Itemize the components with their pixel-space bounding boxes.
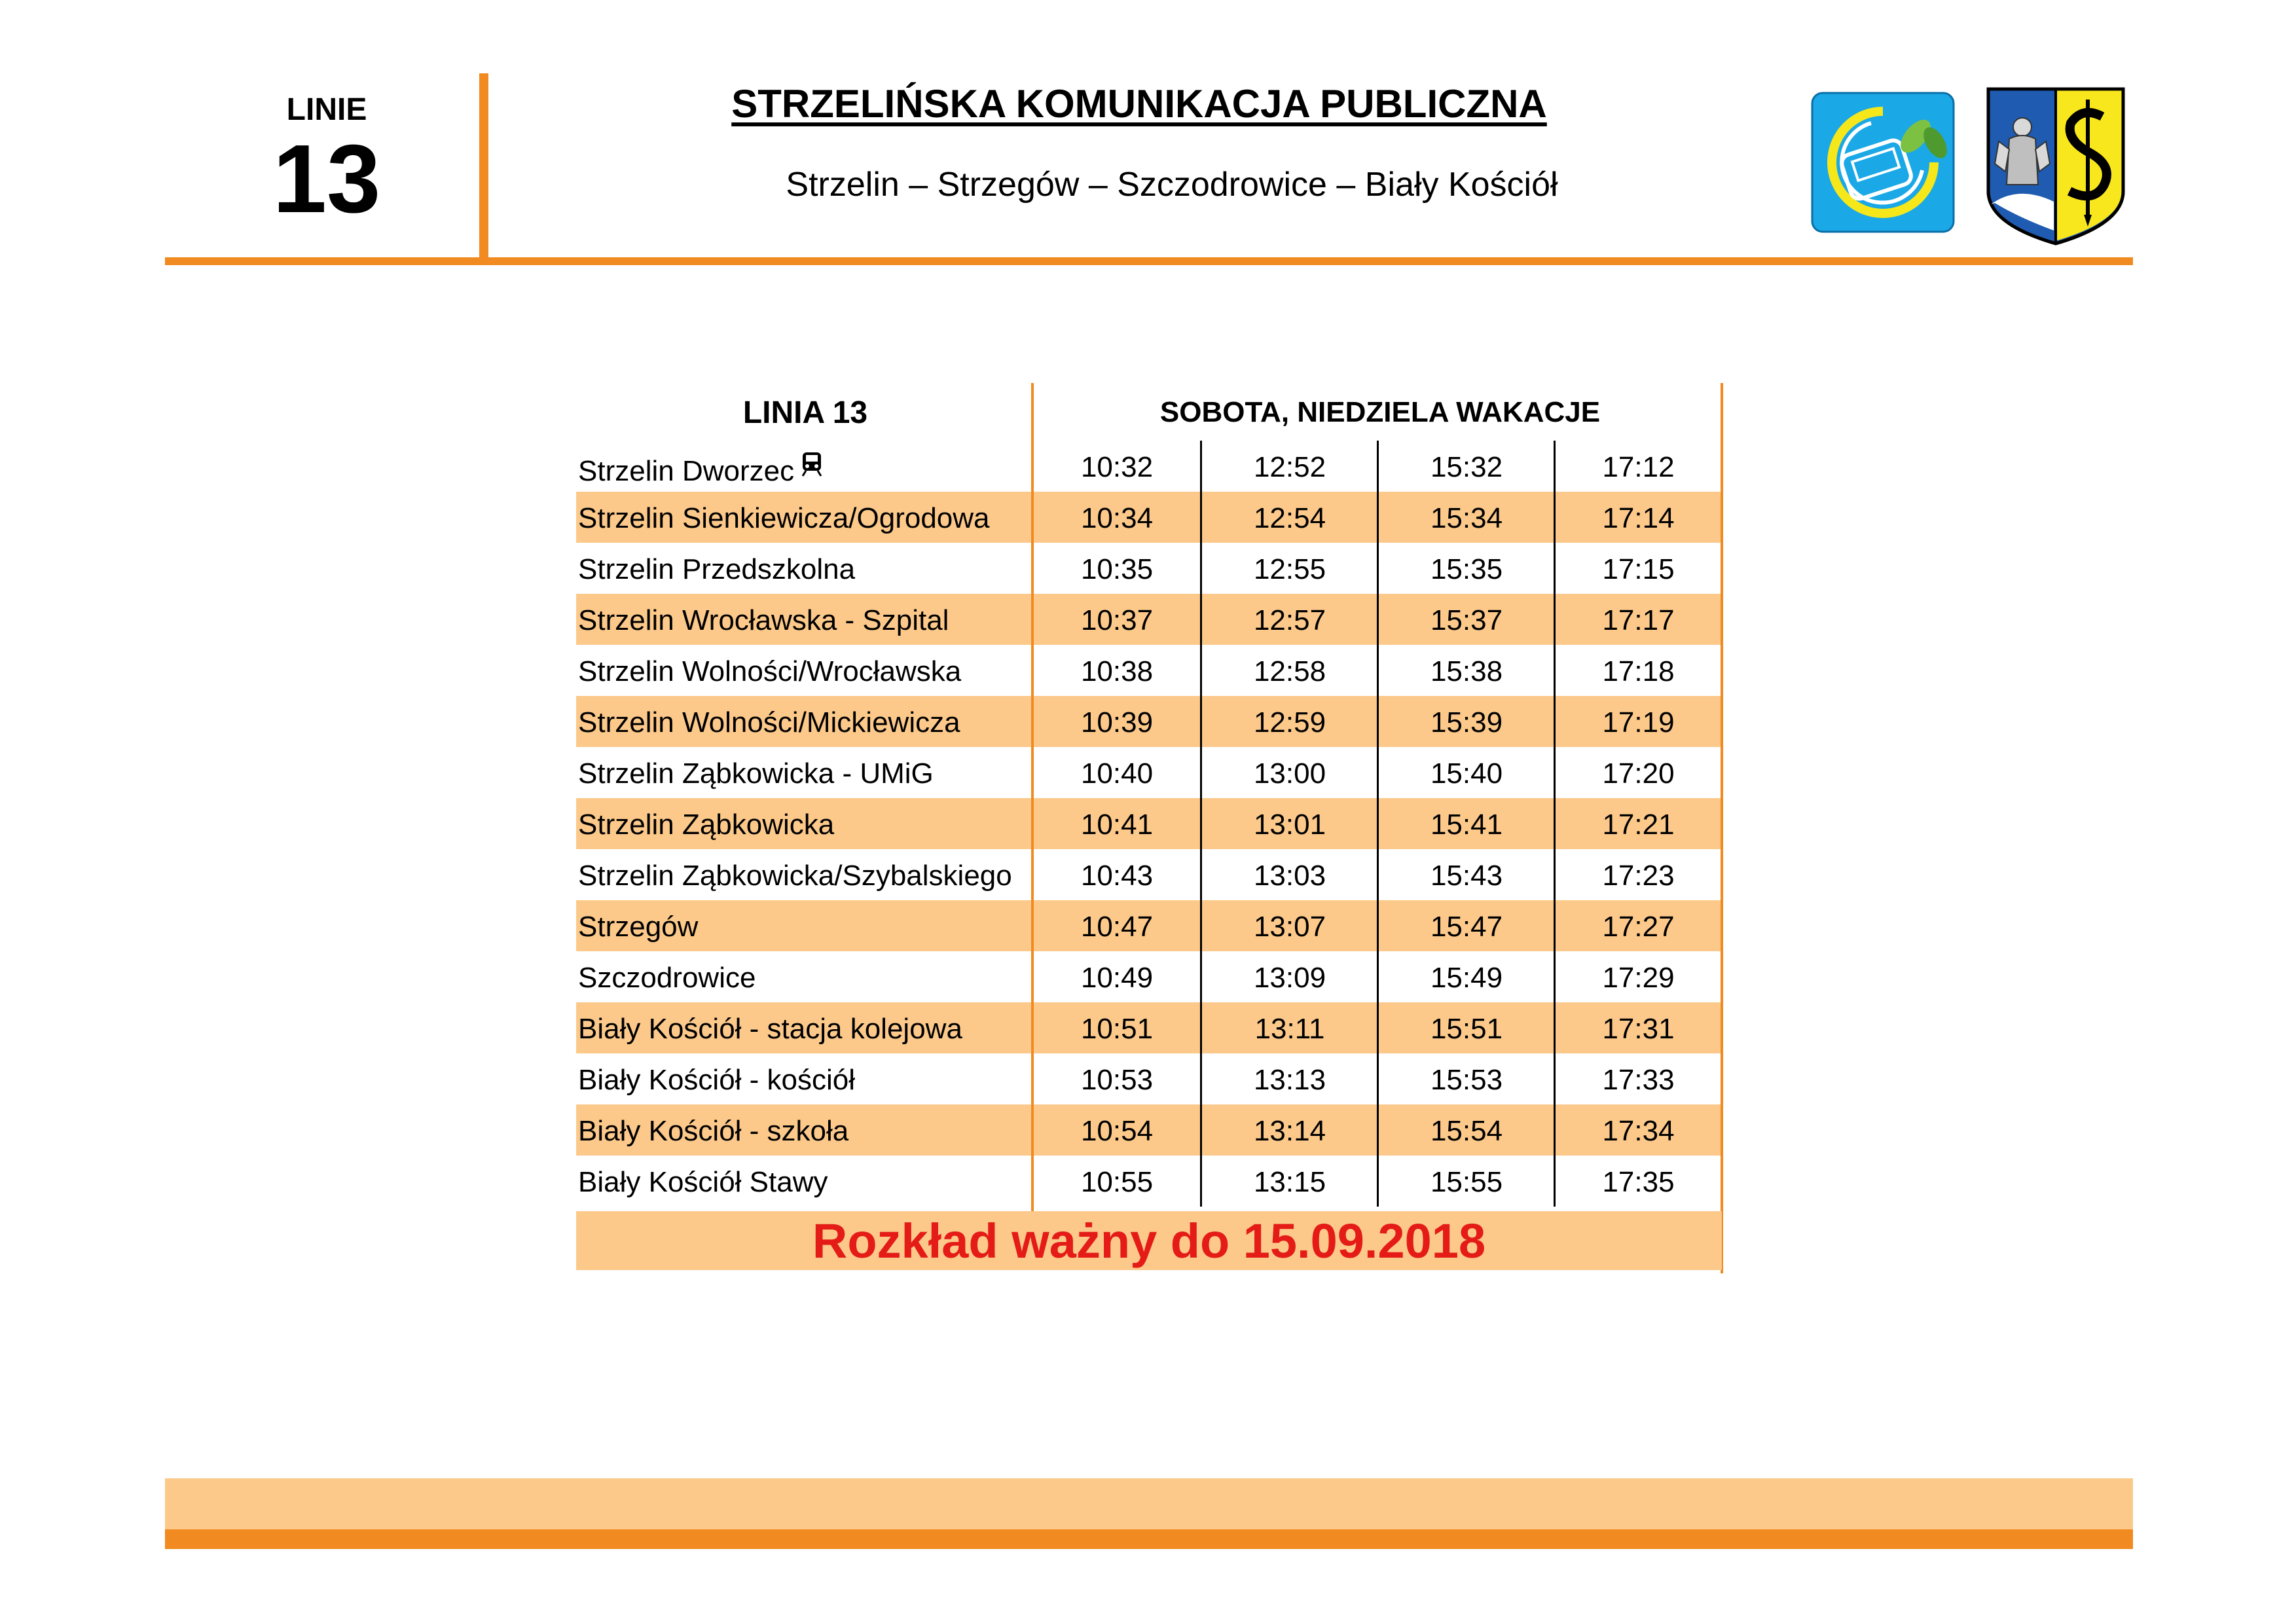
table-row xyxy=(576,594,1722,645)
bus-logo xyxy=(1811,92,1955,233)
table-row xyxy=(576,696,1722,747)
stop-name xyxy=(578,696,960,747)
column-divider xyxy=(1200,492,1202,543)
column-divider xyxy=(1377,951,1379,1002)
stop-name xyxy=(578,900,698,951)
departure-time: 15:55 xyxy=(1430,1166,1503,1198)
departure-time: 13:14 xyxy=(1253,1115,1326,1147)
table-row xyxy=(576,1002,1722,1053)
column-divider xyxy=(1554,696,1556,747)
departure-time: 10:35 xyxy=(1080,553,1154,585)
column-divider xyxy=(1554,492,1556,543)
table-row xyxy=(576,543,1722,594)
departure-time: 13:11 xyxy=(1254,1013,1325,1045)
departure-time: 10:47 xyxy=(1080,911,1154,943)
departure-time: 15:37 xyxy=(1430,604,1503,636)
departure-time: 10:43 xyxy=(1080,860,1154,892)
table-row xyxy=(576,747,1722,798)
departure-time: 15:40 xyxy=(1430,757,1503,790)
stop-name xyxy=(578,849,1012,900)
stop-name-text: Szczodrowice xyxy=(578,962,756,994)
coat-of-arms xyxy=(1986,86,2126,246)
departure-time: 17:14 xyxy=(1602,502,1675,534)
table-row xyxy=(576,1156,1722,1207)
stop-name xyxy=(578,951,756,1002)
table-divider-main xyxy=(1031,383,1034,1234)
table-row xyxy=(576,951,1722,1002)
departure-time: 10:37 xyxy=(1080,604,1154,636)
departure-time: 13:03 xyxy=(1253,860,1326,892)
train-icon xyxy=(801,441,823,465)
departure-time: 17:23 xyxy=(1602,860,1675,892)
departure-time: 17:21 xyxy=(1602,809,1675,841)
departure-time: 17:15 xyxy=(1602,553,1675,585)
stop-name-text: Strzegów xyxy=(578,911,699,943)
departure-time: 15:47 xyxy=(1430,911,1503,943)
column-divider xyxy=(1554,900,1556,951)
column-divider xyxy=(1377,849,1379,900)
line-label: LINIE xyxy=(286,92,367,127)
departure-time: 17:34 xyxy=(1602,1115,1675,1147)
stop-name-text: Strzelin Wolności/Mickiewicza xyxy=(578,706,960,739)
column-divider xyxy=(1554,1156,1556,1207)
table-header-route: LINIA 13 xyxy=(742,395,868,430)
departure-time: 15:51 xyxy=(1430,1013,1503,1045)
column-divider xyxy=(1200,951,1202,1002)
stop-name xyxy=(578,543,855,594)
departure-time: 13:15 xyxy=(1253,1166,1326,1198)
stop-name-text: Biały Kościół - szkoła xyxy=(578,1115,849,1147)
stop-name-text: Strzelin Wrocławska - Szpital xyxy=(578,604,949,636)
departure-time: 10:38 xyxy=(1080,655,1154,687)
column-divider xyxy=(1554,849,1556,900)
stop-name xyxy=(578,747,934,798)
column-divider xyxy=(1554,594,1556,645)
stop-name-text: Strzelin Sienkiewicza/Ogrodowa xyxy=(578,502,990,534)
column-divider xyxy=(1200,900,1202,951)
stop-name-text: Strzelin Ząbkowicka - UMiG xyxy=(578,757,934,790)
departure-time: 12:54 xyxy=(1253,502,1326,534)
footer-bar xyxy=(165,1529,2133,1549)
column-divider xyxy=(1200,594,1202,645)
departure-time: 15:43 xyxy=(1430,860,1503,892)
stop-name xyxy=(578,1104,848,1156)
page-title: STRZELIŃSKA KOMUNIKACJA PUBLICZNA xyxy=(731,82,1547,126)
departure-time: 10:41 xyxy=(1080,809,1154,841)
departure-time: 17:18 xyxy=(1602,655,1675,687)
column-divider xyxy=(1377,1002,1379,1053)
column-divider xyxy=(1200,543,1202,594)
column-divider xyxy=(1200,696,1202,747)
departure-time: 17:20 xyxy=(1602,757,1675,790)
departure-time: 15:53 xyxy=(1430,1064,1503,1096)
stop-name-text: Strzelin Ząbkowicka xyxy=(578,809,835,841)
column-divider xyxy=(1554,1053,1556,1104)
line-number: 13 xyxy=(272,125,381,233)
stop-name xyxy=(578,492,990,543)
table-row xyxy=(576,441,1722,492)
departure-time: 13:00 xyxy=(1253,757,1326,790)
departure-time: 10:51 xyxy=(1080,1013,1154,1045)
header-divider-horizontal xyxy=(165,257,2133,265)
departure-time: 10:53 xyxy=(1080,1064,1154,1096)
stop-name xyxy=(578,1053,855,1104)
column-divider xyxy=(1377,1104,1379,1156)
table-row xyxy=(576,798,1722,849)
departure-time: 10:32 xyxy=(1080,451,1154,483)
column-divider xyxy=(1200,1002,1202,1053)
departure-time: 17:17 xyxy=(1602,604,1675,636)
column-divider xyxy=(1377,1156,1379,1207)
column-divider xyxy=(1554,441,1556,492)
column-divider xyxy=(1377,645,1379,696)
stop-name-text: Strzelin Przedszkolna xyxy=(578,553,856,585)
column-divider xyxy=(1554,951,1556,1002)
column-divider xyxy=(1377,492,1379,543)
column-divider xyxy=(1200,1053,1202,1104)
column-divider xyxy=(1554,543,1556,594)
departure-time: 10:40 xyxy=(1080,757,1154,790)
column-divider xyxy=(1554,1104,1556,1156)
departure-time: 17:27 xyxy=(1602,911,1675,943)
stop-name-text: Strzelin Ząbkowicka/Szybalskiego xyxy=(578,860,1012,892)
column-divider xyxy=(1554,747,1556,798)
table-row xyxy=(576,900,1722,951)
column-divider xyxy=(1200,645,1202,696)
column-divider xyxy=(1377,594,1379,645)
departure-time: 12:52 xyxy=(1253,451,1326,483)
departure-time: 10:54 xyxy=(1080,1115,1154,1147)
departure-time: 17:31 xyxy=(1602,1013,1675,1045)
stop-name-text: Strzelin Dworzec xyxy=(578,455,795,487)
timetable xyxy=(576,383,1726,1273)
column-divider xyxy=(1200,798,1202,849)
departure-time: 12:55 xyxy=(1253,553,1326,585)
column-divider xyxy=(1554,798,1556,849)
header-divider-vertical xyxy=(479,73,488,258)
departure-time: 17:29 xyxy=(1602,962,1675,994)
departure-time: 15:49 xyxy=(1430,962,1503,994)
stop-name xyxy=(578,594,949,645)
departure-time: 13:09 xyxy=(1253,962,1326,994)
column-divider xyxy=(1377,1053,1379,1104)
departure-time: 12:58 xyxy=(1253,655,1326,687)
column-divider xyxy=(1200,1156,1202,1207)
table-row xyxy=(576,1053,1722,1104)
table-row xyxy=(576,645,1722,696)
stop-name-text: Strzelin Wolności/Wrocławska xyxy=(578,655,962,687)
stop-name xyxy=(578,798,834,849)
departure-time: 10:49 xyxy=(1080,962,1154,994)
stop-name xyxy=(578,441,823,492)
stop-name-text: Biały Kościół - stacja kolejowa xyxy=(578,1013,962,1045)
departure-time: 10:39 xyxy=(1080,706,1154,739)
validity-notice: Rozkład ważny do 15.09.2018 xyxy=(576,1211,1722,1270)
stop-name xyxy=(578,1156,828,1207)
column-divider xyxy=(1200,747,1202,798)
departure-time: 15:38 xyxy=(1430,655,1503,687)
stop-name xyxy=(578,645,961,696)
departure-time: 15:35 xyxy=(1430,553,1503,585)
column-divider xyxy=(1554,1002,1556,1053)
column-divider xyxy=(1200,849,1202,900)
column-divider xyxy=(1554,645,1556,696)
table-row xyxy=(576,492,1722,543)
table-divider-right xyxy=(1721,383,1723,1273)
departure-time: 17:33 xyxy=(1602,1064,1675,1096)
table-header-days: SOBOTA, NIEDZIELA WAKACJE xyxy=(1159,396,1601,428)
table-row xyxy=(576,849,1722,900)
departure-time: 10:55 xyxy=(1080,1166,1154,1198)
departure-time: 12:59 xyxy=(1253,706,1326,739)
route-subtitle: Strzelin – Strzegów – Szczodrowice – Biały Kościół xyxy=(786,166,1558,204)
footer-band xyxy=(165,1478,2133,1529)
departure-time: 15:39 xyxy=(1430,706,1503,739)
departure-time: 13:07 xyxy=(1253,911,1326,943)
departure-time: 15:32 xyxy=(1430,451,1503,483)
column-divider xyxy=(1200,1104,1202,1156)
departure-time: 10:34 xyxy=(1080,502,1154,534)
column-divider xyxy=(1377,798,1379,849)
departure-time: 17:19 xyxy=(1602,706,1675,739)
departure-time: 13:13 xyxy=(1253,1064,1326,1096)
departure-time: 15:34 xyxy=(1430,502,1503,534)
departure-time: 17:35 xyxy=(1602,1166,1675,1198)
departure-time: 15:41 xyxy=(1430,809,1503,841)
departure-time: 13:01 xyxy=(1253,809,1326,841)
stop-name xyxy=(578,1002,962,1053)
column-divider xyxy=(1200,441,1202,492)
stop-name-text: Biały Kościół - kościół xyxy=(578,1064,856,1096)
stop-name-text: Biały Kościół Stawy xyxy=(578,1166,828,1198)
departure-time: 12:57 xyxy=(1253,604,1326,636)
departure-time: 15:54 xyxy=(1430,1115,1503,1147)
column-divider xyxy=(1377,900,1379,951)
table-row xyxy=(576,1104,1722,1156)
column-divider xyxy=(1377,543,1379,594)
column-divider xyxy=(1377,441,1379,492)
departure-time: 17:12 xyxy=(1602,451,1675,483)
column-divider xyxy=(1377,696,1379,747)
column-divider xyxy=(1377,747,1379,798)
